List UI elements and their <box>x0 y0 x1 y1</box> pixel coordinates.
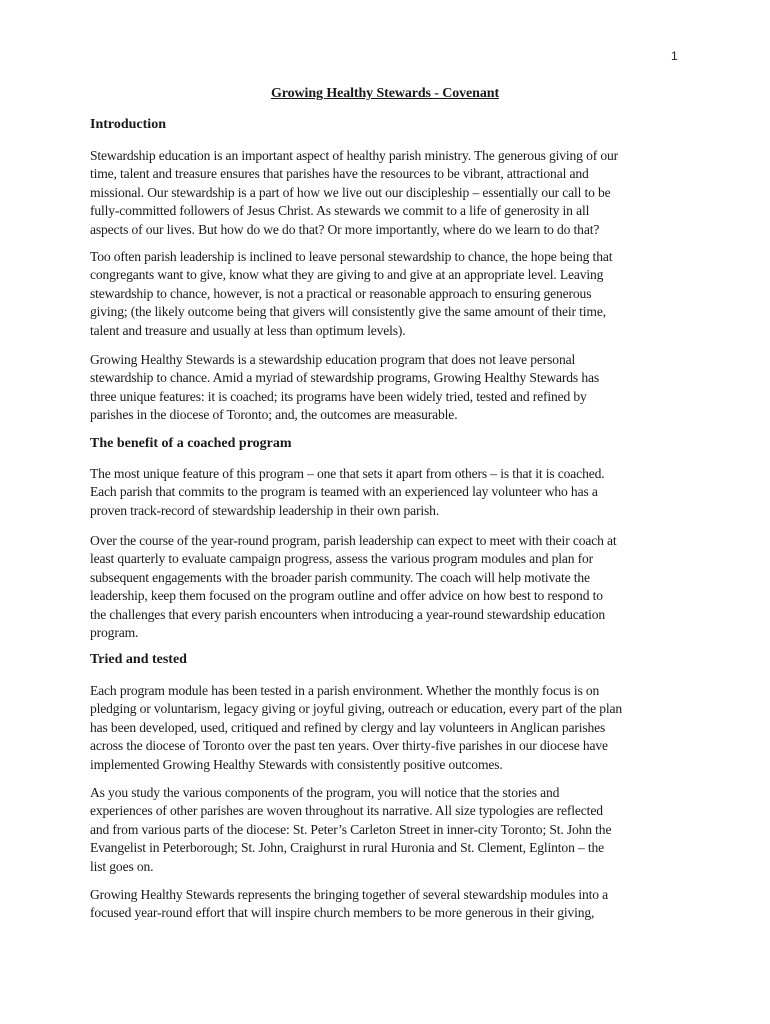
text-line: missional. Our stewardship is a part of how we live out our discipleship – essentially our call to be <box>90 184 611 200</box>
text-line: Evangelist in Peterborough; St. John, Craighurst in rural Huronia and St. Clement, Eglinton – the <box>90 840 605 856</box>
text-line: talent and treasure and usually at less than optimum levels). <box>90 322 406 338</box>
document-title: Growing Healthy Stewards - Covenant <box>270 86 500 101</box>
text-line: experiences of other parishes are woven throughout its narrative. All size typologies are reflected <box>90 803 603 819</box>
text-line: Growing Healthy Stewards is a stewardship education program that does not leave personal <box>90 352 576 367</box>
text-line: implemented Growing Healthy Stewards with consistently positive outcomes. <box>90 756 503 772</box>
heading-tried-and-tested: Tried and tested <box>90 652 187 667</box>
heading-coached-program: The benefit of a coached program <box>90 436 292 451</box>
text-line: program. <box>90 625 139 641</box>
text-line: across the diocese of Toronto over the past ten years. Over thirty-five parishes in our diocese have <box>90 738 608 754</box>
paragraph <box>90 784 682 876</box>
paragraph <box>90 248 682 340</box>
text-line: least quarterly to evaluate campaign progress, assess the various program modules and plan for <box>90 551 594 567</box>
text-line: congregants want to give, know what they are giving to and give at an appropriate level. Leaving <box>90 267 604 283</box>
text-line: fully-committed followers of Jesus Christ. As stewards we commit to a life of generosity in all <box>90 203 590 219</box>
text-line: As you study the various components of the program, you will notice that the stories and <box>90 785 560 800</box>
text-line: The most unique feature of this program – one that sets it apart from others – is that it is coached. <box>90 466 605 481</box>
text-line: has been developed, used, critiqued and refined by clergy and lay volunteers in Anglican parishes <box>90 719 606 735</box>
paragraph <box>90 532 682 642</box>
text-line: stewardship to chance. Amid a myriad of stewardship programs, Growing Healthy Stewards has <box>90 370 599 386</box>
text-line: focused year-round effort that will inspire church members to be more generous in their giving, <box>90 905 595 921</box>
text-line: Each program module has been tested in a parish environment. Whether the monthly focus is on <box>90 683 600 698</box>
text-line: Over the course of the year-round program, parish leadership can expect to meet with their coach at <box>90 533 617 548</box>
text-line: three unique features: it is coached; its programs have been widely tried, tested and refined by <box>90 388 587 404</box>
text-line: list goes on. <box>90 858 154 874</box>
text-line: leadership, keep them focused on the program outline and offer advice on how best to respond to <box>90 588 603 604</box>
text-line: subsequent engagements with the broader parish community. The coach will help motivate the <box>90 569 590 585</box>
text-line: time, talent and treasure ensures that parishes have the resources to be vibrant, attractional and <box>90 166 589 182</box>
text-line: pledging or voluntarism, legacy giving or joyful giving, outreach or education, every part of the plan <box>90 701 623 717</box>
paragraph <box>90 351 682 425</box>
text-line: Stewardship education is an important aspect of healthy parish ministry. The generous giving of our <box>90 148 619 163</box>
text-line: the challenges that every parish encounters when introducing a year-round stewardship education <box>90 606 606 622</box>
text-line: giving; (the likely outcome being that givers will consistently give the same amount of their time, <box>90 304 606 320</box>
text-line: and from various parts of the diocese: St. Peter’s Carleton Street in inner-city Toronto; St. John the <box>90 821 612 837</box>
text-line: Growing Healthy Stewards represents the bringing together of several stewardship modules into a <box>90 887 609 902</box>
paragraph <box>90 886 682 923</box>
text-line: proven track-record of stewardship leadership in their own parish. <box>90 502 440 518</box>
page-number: 1 <box>671 49 678 63</box>
heading-introduction: Introduction <box>90 117 166 132</box>
paragraph <box>90 465 682 520</box>
text-line: Too often parish leadership is inclined to leave personal stewardship to chance, the hope being that <box>90 249 613 264</box>
text-line: parishes in the diocese of Toronto; and, the outcomes are measurable. <box>90 407 458 423</box>
text-line: Each parish that commits to the program is teamed with an experienced lay volunteer who has a <box>90 484 598 500</box>
text-line: stewardship to chance, however, is not a practical or reasonable approach to ensuring generous <box>90 285 592 301</box>
paragraph <box>90 682 682 774</box>
paragraph <box>90 147 682 239</box>
text-line: aspects of our lives. But how do we do that? Or more importantly, where do we learn to do that? <box>90 221 600 237</box>
